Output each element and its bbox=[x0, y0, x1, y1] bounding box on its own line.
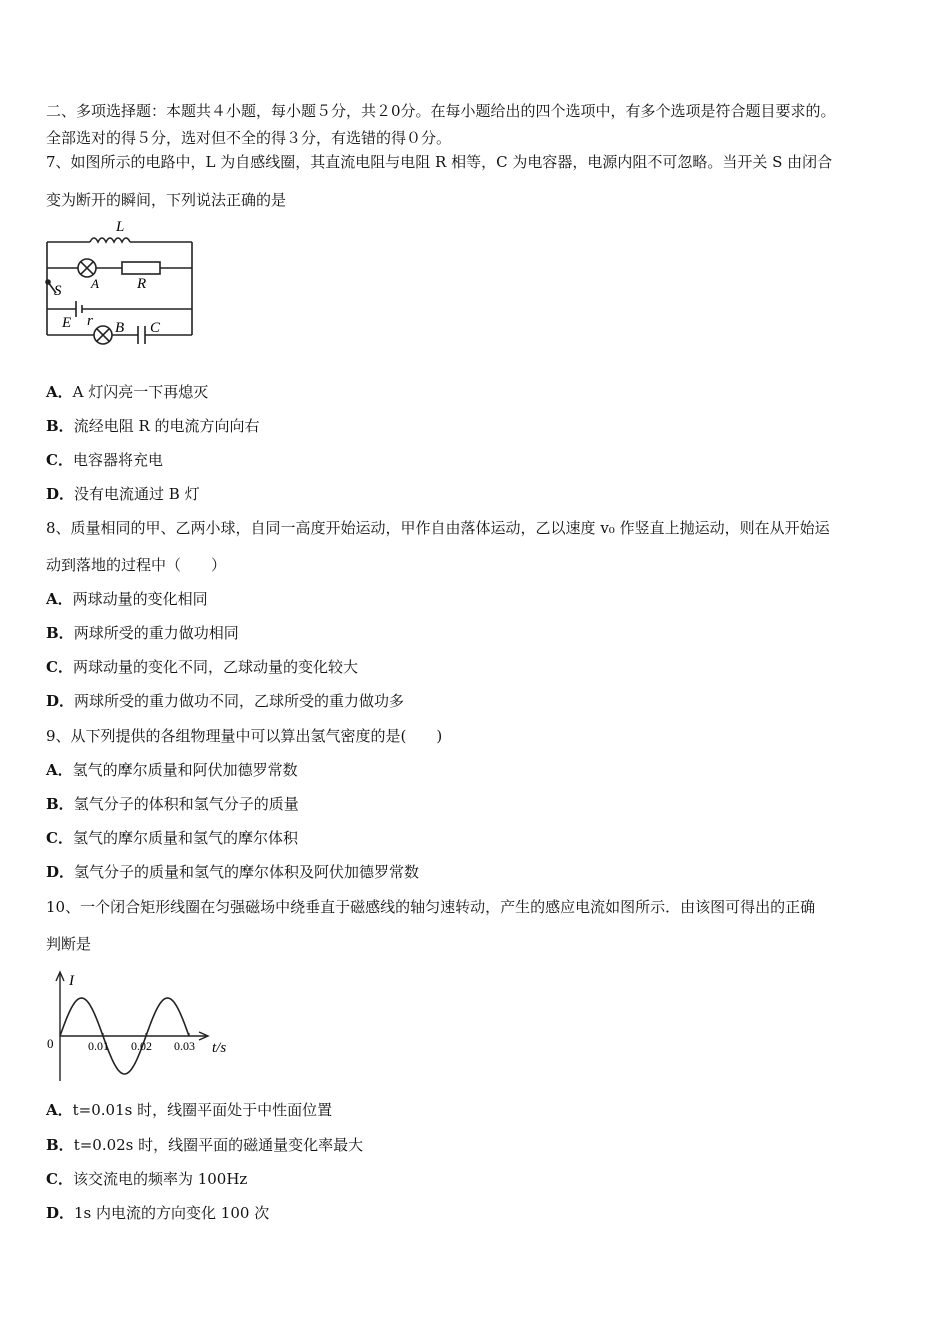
q9-option-c: C．氢气的摩尔质量和氢气的摩尔体积 bbox=[46, 829, 298, 847]
q8-stem-line2: 动到落地的过程中（ ） bbox=[46, 556, 227, 574]
emf-label: E bbox=[62, 315, 72, 331]
q10-option-d: D．1s 内电流的方向变化 100 次 bbox=[46, 1204, 270, 1222]
q9-option-b: B．氢气分子的体积和氢气分子的质量 bbox=[46, 795, 299, 813]
q10-option-b: B．t=0.02s 时，线圈平面的磁通量变化率最大 bbox=[46, 1136, 364, 1154]
q9-stem-line1: 9、从下列提供的各组物理量中可以算出氢气密度的是( ) bbox=[46, 727, 443, 745]
q8-option-a: A．两球动量的变化相同 bbox=[46, 590, 208, 608]
q7-stem-line2: 变为断开的瞬间，下列说法正确的是 bbox=[46, 191, 287, 209]
x-tick-label-0: 0.01 bbox=[88, 1039, 109, 1053]
q7-option-b: B．流经电阻 R 的电流方向向右 bbox=[46, 417, 260, 435]
q7-option-a: A．A 灯闪亮一下再熄灭 bbox=[46, 383, 209, 401]
q10-option-c: C．该交流电的频率为 100Hz bbox=[46, 1170, 248, 1188]
x-tick-label-1: 0.02 bbox=[131, 1039, 152, 1053]
origin-label: 0 bbox=[47, 1036, 54, 1051]
q10-option-a: A．t=0.01s 时，线圈平面处于中性面位置 bbox=[46, 1101, 333, 1119]
x-tick-label-2: 0.03 bbox=[174, 1039, 195, 1053]
section-header-line1: 二、多项选择题：本题共４小题，每小题５分，共２0分。在每小题给出的四个选项中，有多个选项是符合题目要求的。 bbox=[46, 102, 836, 120]
q9-option-a: A．氢气的摩尔质量和阿伏加德罗常数 bbox=[46, 761, 298, 779]
x-axis-label: t/s bbox=[212, 1040, 227, 1056]
q8-option-c: C．两球动量的变化不同，乙球动量的变化较大 bbox=[46, 658, 358, 676]
q8-stem-line1: 8、质量相同的甲、乙两小球，自同一高度开始运动，甲作自由落体运动，乙以速度 v₀ 作竖直上抛运动，则在从开始运 bbox=[46, 519, 830, 537]
switch-label: S bbox=[54, 283, 62, 299]
q7-option-d: D．没有电流通过 B 灯 bbox=[46, 485, 200, 503]
lamp-b-label: B bbox=[115, 320, 125, 336]
y-axis-label: I bbox=[69, 973, 74, 989]
capacitor-label: C bbox=[150, 320, 161, 336]
q7-option-c: C．电容器将充电 bbox=[46, 451, 163, 469]
q10-stem-line2: 判断是 bbox=[46, 935, 92, 953]
q9-option-d: D．氢气分子的质量和氢气的摩尔体积及阿伏加德罗常数 bbox=[46, 863, 420, 881]
resistor-label: R bbox=[137, 276, 147, 292]
q8-option-b: B．两球所受的重力做功相同 bbox=[46, 624, 239, 642]
lamp-a-label: A bbox=[91, 276, 99, 291]
q7-circuit-diagram bbox=[42, 215, 202, 350]
q10-stem-line1: 10、一个闭合矩形线圈在匀强磁场中绕垂直于磁感线的轴匀速转动，产生的感应电流如图所示．由该图可得出的正确 bbox=[46, 898, 816, 916]
q7-stem-line1: 7、如图所示的电路中，L 为自感线圈，其直流电阻与电阻 R 相等，C 为电容器，电源内阻不可忽略。当开关 S 由闭合 bbox=[46, 153, 833, 171]
internal-resistance-label: r bbox=[87, 313, 93, 329]
q10-current-graph bbox=[44, 968, 244, 1086]
section-header-line2: 全部选对的得５分，选对但不全的得３分，有选错的得０分。 bbox=[46, 129, 452, 147]
inductor-label: L bbox=[116, 219, 125, 235]
q8-option-d: D．两球所受的重力做功不同，乙球所受的重力做功多 bbox=[46, 692, 405, 710]
